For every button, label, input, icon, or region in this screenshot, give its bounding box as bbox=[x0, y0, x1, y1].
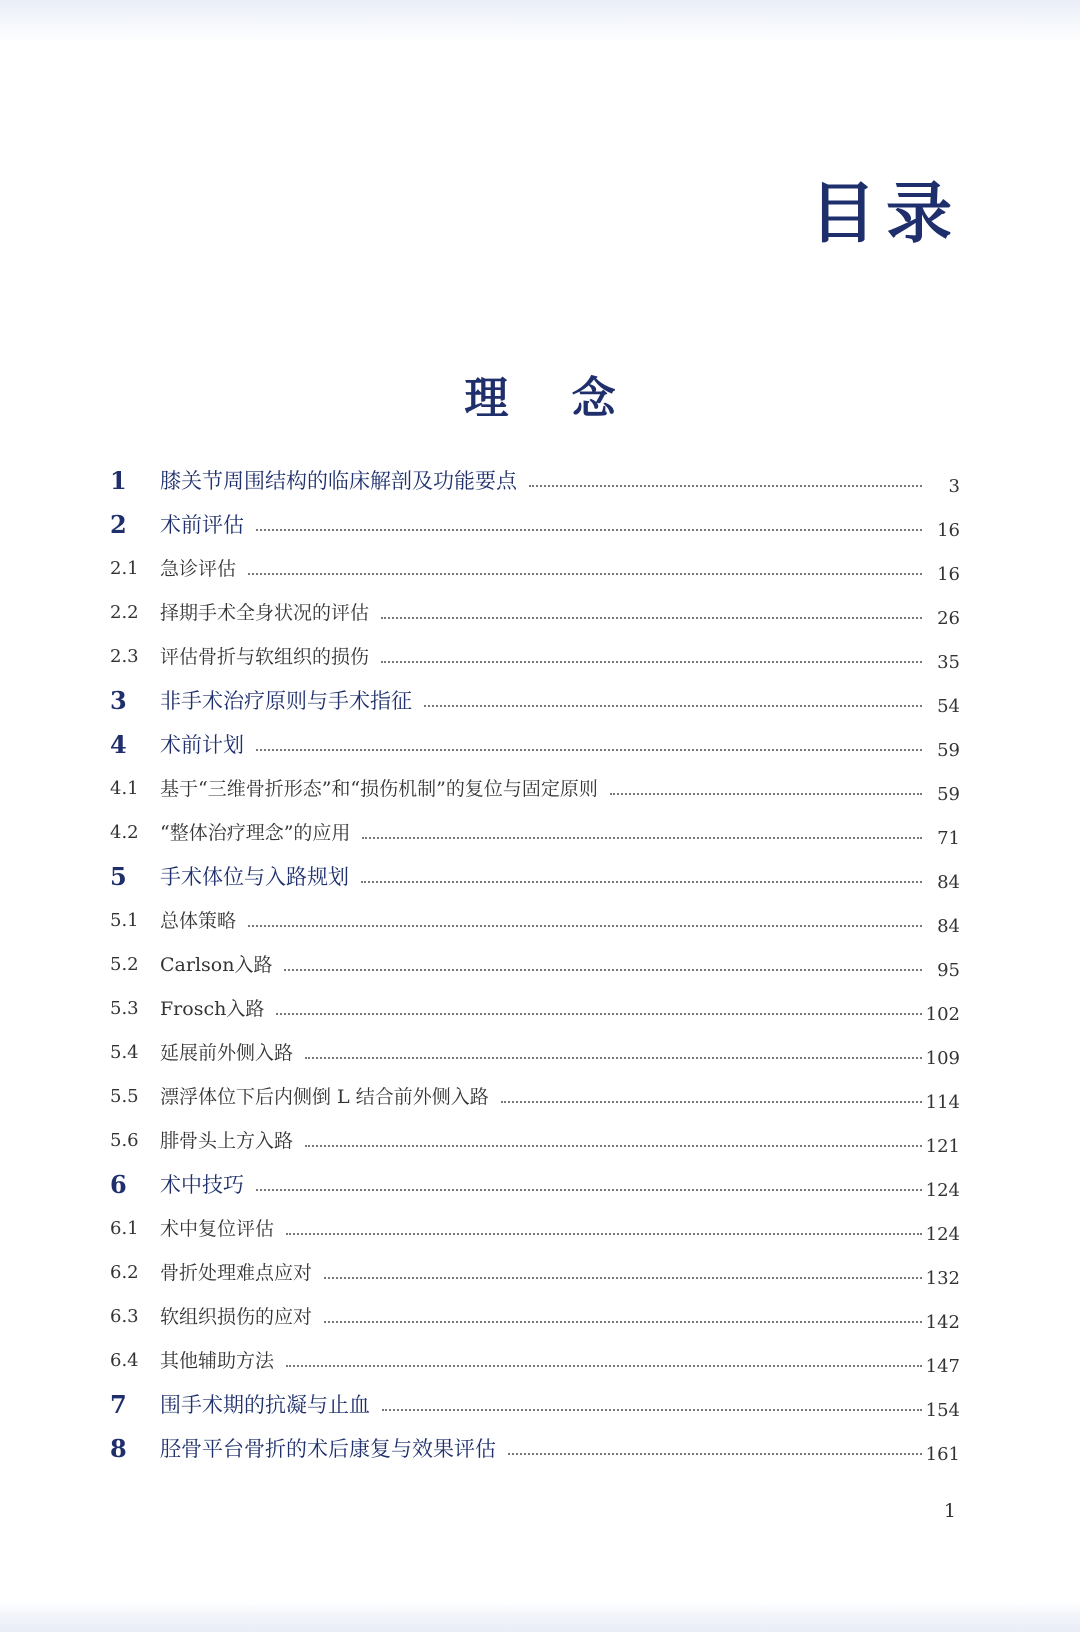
toc-dot-leader bbox=[256, 749, 922, 751]
toc-entry-page: 109 bbox=[925, 1048, 960, 1069]
toc-dot-leader bbox=[276, 1013, 921, 1015]
toc-entry-page: 95 bbox=[937, 960, 960, 981]
toc-entry-title: “整体治疗理念”的应用 bbox=[160, 822, 351, 844]
toc-entry-page: 132 bbox=[925, 1268, 960, 1289]
section-title: 理 念 bbox=[464, 373, 640, 424]
toc-entry-title: 胫骨平台骨折的术后康复与效果评估 bbox=[160, 1437, 496, 1461]
toc-entry-number: 5.5 bbox=[110, 1086, 139, 1107]
toc-entry-number: 4.2 bbox=[110, 822, 139, 843]
toc-entry-title: 手术体位与入路规划 bbox=[160, 865, 349, 889]
toc-entry[interactable] bbox=[110, 1065, 960, 1113]
toc-entry-title: 膝关节周围结构的临床解剖及功能要点 bbox=[160, 469, 517, 493]
toc-entry[interactable] bbox=[110, 977, 960, 1025]
toc-entry-page: 35 bbox=[937, 652, 960, 673]
toc-entry[interactable] bbox=[110, 1153, 960, 1201]
toc-entry[interactable] bbox=[110, 1285, 960, 1333]
toc-entry[interactable] bbox=[110, 1373, 960, 1421]
toc-entry-title: 其他辅助方法 bbox=[160, 1350, 275, 1372]
toc-entry-number: 3 bbox=[110, 686, 127, 715]
toc-entry-number: 4.1 bbox=[110, 778, 139, 799]
toc-entry-title: 择期手术全身状况的评估 bbox=[160, 602, 370, 624]
table-of-contents bbox=[110, 449, 960, 1465]
toc-entry[interactable] bbox=[110, 625, 960, 673]
toc-entry[interactable] bbox=[110, 1109, 960, 1157]
toc-entry-title: 腓骨头上方入路 bbox=[160, 1130, 294, 1152]
toc-entry-page: 26 bbox=[937, 608, 960, 629]
toc-entry-page: 3 bbox=[948, 476, 960, 497]
page-title: 目录 bbox=[810, 174, 962, 252]
toc-entry-title: 软组织损伤的应对 bbox=[160, 1306, 313, 1328]
toc-entry-page: 124 bbox=[925, 1224, 960, 1245]
toc-entry-page: 161 bbox=[925, 1444, 960, 1465]
toc-dot-leader bbox=[305, 1145, 922, 1147]
toc-entry-page: 71 bbox=[937, 828, 960, 849]
toc-entry[interactable] bbox=[110, 1021, 960, 1069]
toc-entry-number: 2.3 bbox=[110, 646, 139, 667]
toc-entry-page: 54 bbox=[937, 696, 960, 717]
toc-entry-page: 154 bbox=[925, 1400, 960, 1421]
toc-entry-number: 6.2 bbox=[110, 1262, 139, 1283]
toc-dot-leader bbox=[610, 793, 922, 795]
toc-entry[interactable] bbox=[110, 493, 960, 541]
toc-dot-leader bbox=[256, 1189, 922, 1191]
toc-entry-number: 6.3 bbox=[110, 1306, 139, 1327]
toc-entry-number: 2.1 bbox=[110, 558, 139, 579]
toc-entry-title: 基于“三维骨折形态”和“损伤机制”的复位与固定原则 bbox=[160, 778, 598, 800]
toc-entry-title: 术前计划 bbox=[160, 733, 244, 757]
toc-entry[interactable] bbox=[110, 801, 960, 849]
toc-entry[interactable] bbox=[110, 1241, 960, 1289]
toc-entry-number: 5.3 bbox=[110, 998, 139, 1019]
toc-entry-number: 6.4 bbox=[110, 1350, 139, 1371]
toc-dot-leader bbox=[324, 1277, 922, 1279]
toc-entry[interactable] bbox=[110, 757, 960, 805]
toc-dot-leader bbox=[305, 1057, 922, 1059]
toc-entry[interactable] bbox=[110, 1197, 960, 1245]
toc-entry-page: 114 bbox=[925, 1092, 960, 1113]
toc-entry-number: 5.6 bbox=[110, 1130, 139, 1151]
toc-entry-page: 124 bbox=[925, 1180, 960, 1201]
toc-entry-page: 59 bbox=[937, 784, 960, 805]
toc-entry-number: 8 bbox=[110, 1434, 127, 1463]
toc-dot-leader bbox=[286, 1365, 922, 1367]
toc-entry-number: 7 bbox=[110, 1390, 127, 1419]
toc-entry-page: 59 bbox=[937, 740, 960, 761]
toc-entry-page: 84 bbox=[937, 872, 960, 893]
toc-dot-leader bbox=[381, 617, 922, 619]
toc-entry-number: 6 bbox=[110, 1170, 127, 1199]
page-edge-bottom bbox=[0, 1602, 1080, 1632]
page-edge-top bbox=[0, 0, 1080, 42]
toc-entry[interactable] bbox=[110, 933, 960, 981]
toc-entry-number: 2.2 bbox=[110, 602, 139, 623]
toc-entry-title: 非手术治疗原则与手术指征 bbox=[160, 689, 412, 713]
toc-entry-title: 围手术期的抗凝与止血 bbox=[160, 1393, 370, 1417]
toc-entry-title: 术中复位评估 bbox=[160, 1218, 275, 1240]
page-number: 1 bbox=[943, 1500, 956, 1522]
toc-entry-page: 142 bbox=[925, 1312, 960, 1333]
toc-entry-number: 5.4 bbox=[110, 1042, 139, 1063]
toc-dot-leader bbox=[248, 925, 922, 927]
toc-dot-leader bbox=[381, 661, 922, 663]
toc-entry-page: 84 bbox=[937, 916, 960, 937]
toc-dot-leader bbox=[529, 485, 922, 487]
toc-dot-leader bbox=[361, 881, 922, 883]
toc-entry-number: 6.1 bbox=[110, 1218, 139, 1239]
toc-dot-leader bbox=[324, 1321, 922, 1323]
toc-entry-page: 121 bbox=[925, 1136, 960, 1157]
toc-entry-title: 总体策略 bbox=[160, 910, 237, 932]
toc-entry-title: 骨折处理难点应对 bbox=[160, 1262, 313, 1284]
toc-entry-number: 2 bbox=[110, 510, 127, 539]
toc-entry-page: 16 bbox=[937, 564, 960, 585]
toc-entry-title: 延展前外侧入路 bbox=[160, 1042, 294, 1064]
toc-entry-title: 急诊评估 bbox=[160, 558, 237, 580]
toc-entry[interactable] bbox=[110, 537, 960, 585]
toc-entry[interactable] bbox=[110, 713, 960, 761]
toc-entry[interactable] bbox=[110, 889, 960, 937]
toc-entry-title: Frosch入路 bbox=[160, 998, 265, 1020]
toc-entry-number: 1 bbox=[110, 466, 127, 495]
toc-entry-page: 16 bbox=[937, 520, 960, 541]
toc-dot-leader bbox=[256, 529, 922, 531]
toc-entry-page: 102 bbox=[925, 1004, 960, 1025]
toc-entry[interactable] bbox=[110, 1329, 960, 1377]
toc-dot-leader bbox=[284, 969, 922, 971]
toc-dot-leader bbox=[248, 573, 922, 575]
toc-dot-leader bbox=[501, 1101, 922, 1103]
toc-entry[interactable] bbox=[110, 669, 960, 717]
toc-entry-number: 5.2 bbox=[110, 954, 139, 975]
toc-dot-leader bbox=[382, 1409, 922, 1411]
toc-entry-title: 术前评估 bbox=[160, 513, 244, 537]
toc-entry[interactable] bbox=[110, 1417, 960, 1465]
toc-entry-title: 评估骨折与软组织的损伤 bbox=[160, 646, 370, 668]
toc-entry[interactable] bbox=[110, 845, 960, 893]
toc-entry[interactable] bbox=[110, 449, 960, 497]
toc-entry-title: 术中技巧 bbox=[160, 1173, 244, 1197]
toc-entry[interactable] bbox=[110, 581, 960, 629]
toc-entry-page: 147 bbox=[925, 1356, 960, 1377]
toc-dot-leader bbox=[286, 1233, 922, 1235]
toc-entry-number: 5 bbox=[110, 862, 127, 891]
toc-dot-leader bbox=[424, 705, 922, 707]
toc-entry-title: Carlson入路 bbox=[160, 954, 273, 976]
toc-dot-leader bbox=[362, 837, 922, 839]
toc-dot-leader bbox=[508, 1453, 922, 1455]
toc-entry-number: 4 bbox=[110, 730, 127, 759]
toc-entry-title: 漂浮体位下后内侧倒 L 结合前外侧入路 bbox=[160, 1086, 489, 1108]
toc-entry-number: 5.1 bbox=[110, 910, 139, 931]
